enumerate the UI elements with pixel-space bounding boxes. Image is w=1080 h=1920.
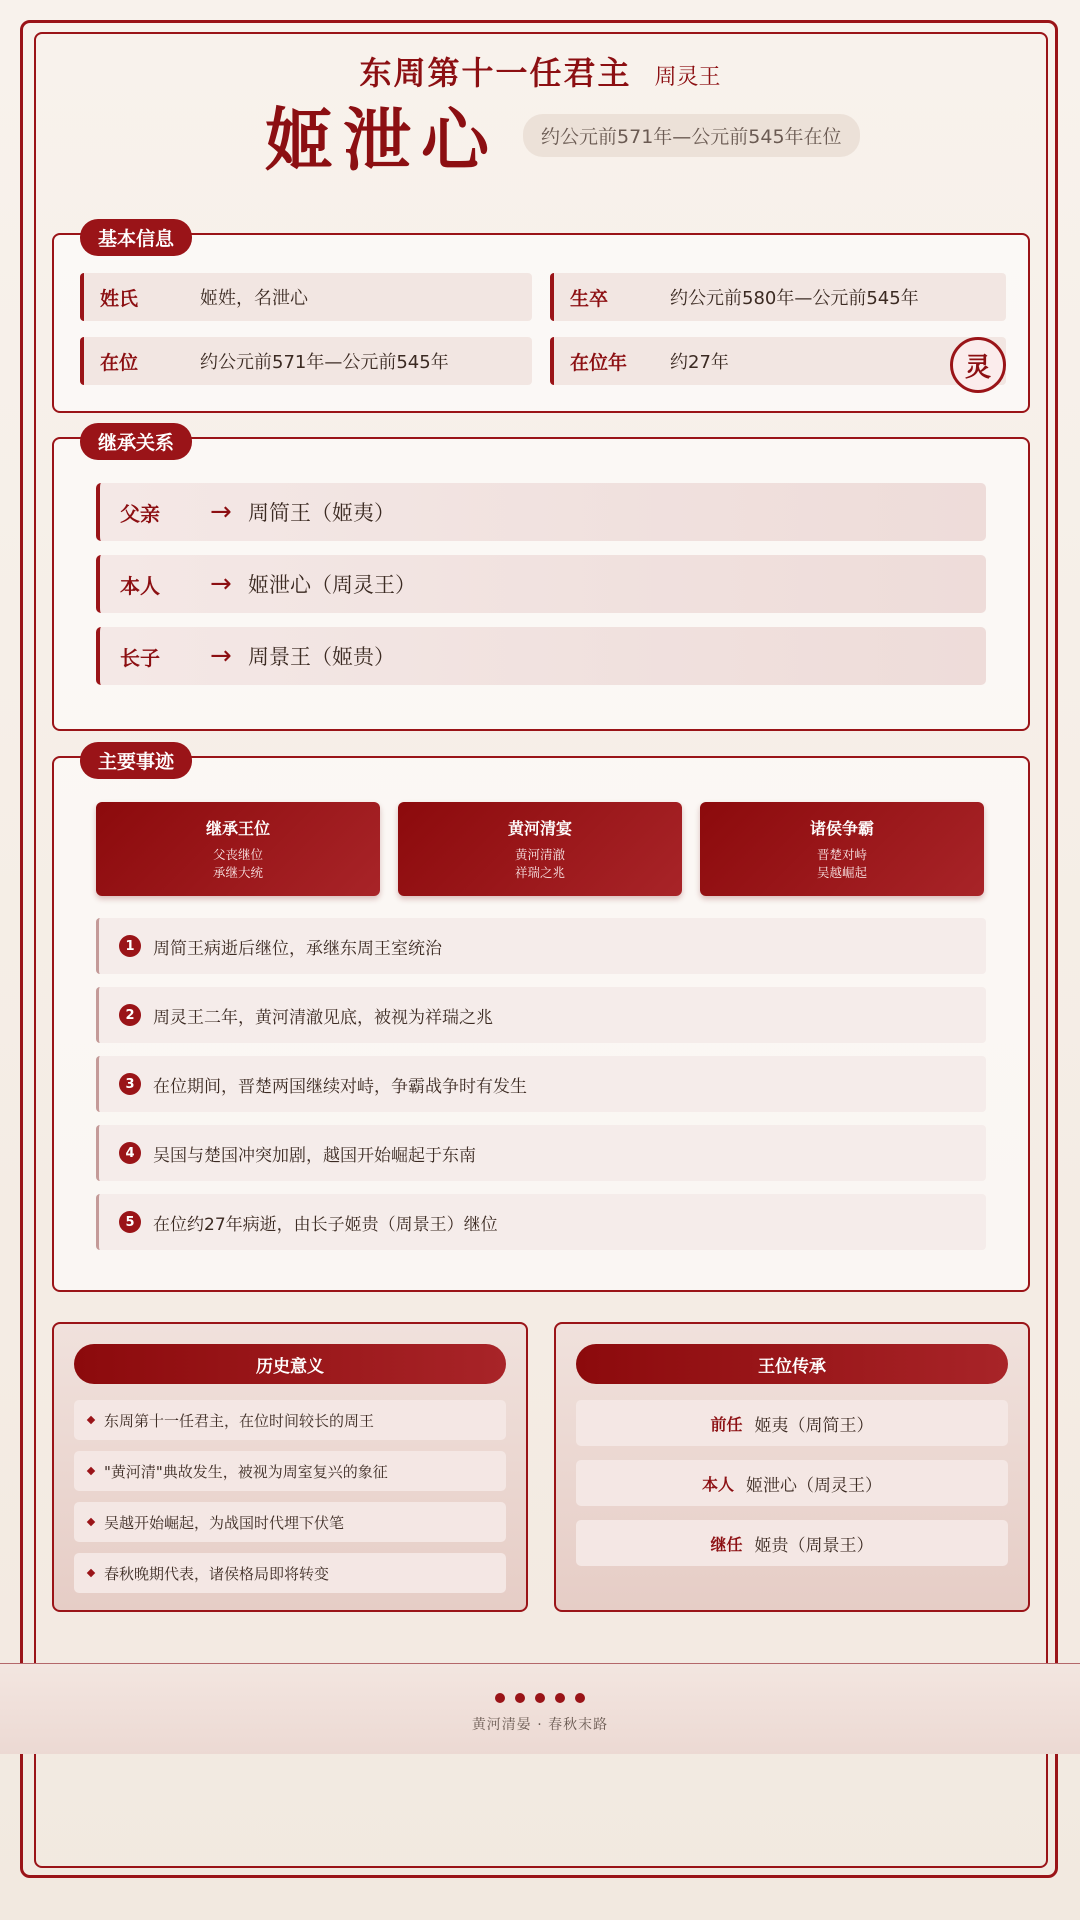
significance-text: 东周第十一任君主，在位时间较长的周王 [104,1411,375,1430]
succession-key: 长子 [120,645,160,670]
dot-icon [495,1693,505,1703]
section-label-events: 主要事迹 [80,742,192,779]
event-list-item [96,1056,986,1112]
event-number-badge: 4 [119,1142,141,1164]
event-card-title: 继承王位 [205,819,270,838]
significance-item [74,1400,506,1440]
diamond-bullet-icon [87,1416,95,1424]
throne-value: 姬泄心（周灵王） [746,1475,882,1496]
info-key: 生卒 [570,287,609,310]
throne-value: 姬贵（周景王） [754,1535,874,1556]
event-number-badge: 5 [119,1211,141,1233]
info-value: 约公元前580年—公元前545年 [670,288,919,309]
footer-dots [0,1688,1080,1707]
events-section [52,751,1030,1292]
info-key: 姓氏 [100,287,139,310]
event-card-line: 吴越崛起 [816,865,867,880]
event-list-item [96,1125,986,1181]
basic-info-section [52,228,1030,413]
info-cell-lifespan [550,273,1006,321]
significance-item [74,1553,506,1593]
event-card-line: 承继大统 [212,865,263,880]
throne-panel [554,1322,1030,1612]
significance-panel [52,1322,528,1612]
header-line [0,48,1080,94]
event-card-title: 黄河清宴 [507,819,572,838]
info-value: 姬姓，名泄心 [200,288,308,309]
info-cell-reign-years [550,337,1006,385]
significance-text: "黄河清"典故发生，被视为周室复兴的象征 [104,1462,388,1481]
event-card-succession [96,802,380,896]
event-card-line: 黄河清澈 [514,847,565,862]
diamond-bullet-icon [87,1518,95,1526]
succession-key: 父亲 [120,501,160,526]
succession-row-father [96,483,986,541]
succession-row-self [96,555,986,613]
event-number-badge: 1 [119,935,141,957]
event-text: 在位约27年病逝，由长子姬贵（周景王）继位 [153,1214,498,1235]
event-card-title: 诸侯争霸 [809,819,874,838]
throne-value: 姬夷（周简王） [754,1415,874,1436]
significance-text: 春秋晚期代表，诸侯格局即将转变 [104,1564,330,1583]
person-name: 姬泄心 [265,100,500,181]
event-card-yellow-river [398,802,682,896]
info-key: 在位 [100,351,139,374]
dot-icon [535,1693,545,1703]
event-card-line: 父丧继位 [212,847,263,862]
significance-item [74,1451,506,1491]
succession-section [52,432,1030,731]
succession-value: 姬泄心（周灵王） [248,573,416,597]
reign-period-badge: 约公元前571年—公元前545年在位 [523,114,860,157]
succession-value: 周简王（姬夷） [248,501,395,525]
king-title: 周灵王 [654,65,721,90]
info-value: 约27年 [670,352,729,373]
throne-item-self [576,1460,1008,1506]
dot-icon [515,1693,525,1703]
info-key: 在位年 [570,351,628,374]
significance-text: 吴越开始崛起，为战国时代埋下伏笔 [104,1513,345,1532]
event-text: 在位期间，晋楚两国继续对峙，争霸战争时有发生 [153,1076,527,1097]
event-card-line: 祥瑞之兆 [514,865,565,880]
event-text: 周灵王二年，黄河清澈见底，被视为祥瑞之兆 [153,1007,493,1028]
dot-icon [555,1693,565,1703]
info-cell-reign [80,337,532,385]
event-list-item [96,987,986,1043]
seal-icon: 灵 [950,337,1006,393]
event-number-badge: 3 [119,1073,141,1095]
dynasty-title: 东周第十一任君主 [359,54,632,92]
arrow-right-icon: → [210,497,232,527]
diamond-bullet-icon [87,1467,95,1475]
event-text: 吴国与楚国冲突加剧，越国开始崛起于东南 [153,1145,476,1166]
event-list-item [96,1194,986,1250]
arrow-right-icon: → [210,569,232,599]
throne-title: 王位传承 [576,1344,1008,1384]
succession-row-son [96,627,986,685]
throne-key: 本人 [701,1474,734,1494]
event-number-badge: 2 [119,1004,141,1026]
footer [0,1663,1080,1754]
info-value: 约公元前571年—公元前545年 [200,352,449,373]
event-card-line: 晋楚对峙 [816,847,867,862]
throne-key: 前任 [710,1414,743,1434]
name-line [265,90,860,180]
significance-title: 历史意义 [74,1344,506,1384]
info-cell-surname [80,273,532,321]
arrow-right-icon: → [210,641,232,671]
section-label-basic-info: 基本信息 [80,219,192,256]
section-label-succession: 继承关系 [80,423,192,460]
dot-icon [575,1693,585,1703]
event-text: 周简王病逝后继位，承继东周王室统治 [153,938,442,959]
throne-key: 继任 [710,1534,743,1554]
succession-value: 周景王（姬贵） [248,645,395,669]
event-list-item [96,918,986,974]
succession-key: 本人 [120,573,160,598]
throne-item-successor [576,1520,1008,1566]
diamond-bullet-icon [87,1569,95,1577]
event-card-hegemony [700,802,984,896]
significance-item [74,1502,506,1542]
throne-item-predecessor [576,1400,1008,1446]
footer-text: 黄河清晏 · 春秋末路 [471,1717,609,1733]
